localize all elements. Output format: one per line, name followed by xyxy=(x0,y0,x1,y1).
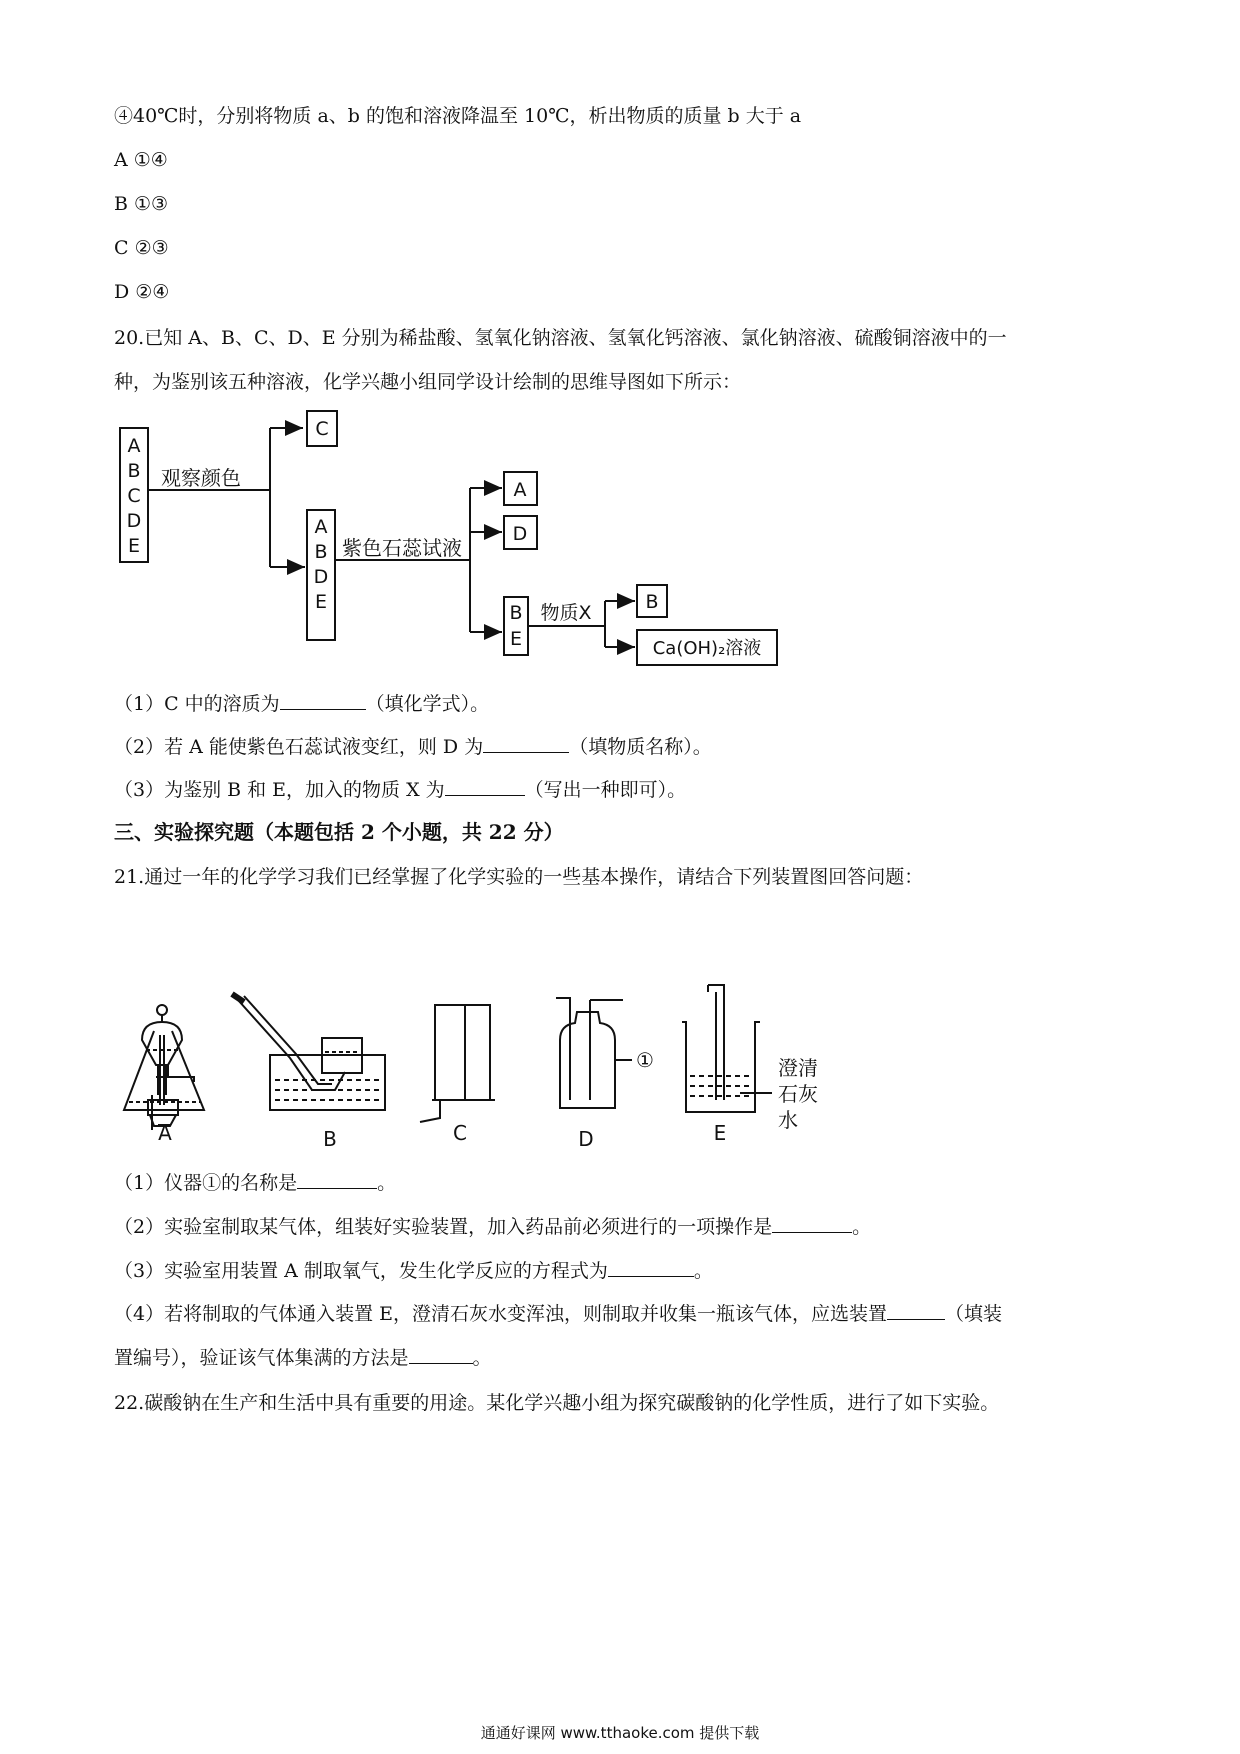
step2-label: 紫色石蕊试液 xyxy=(342,536,462,560)
answer-blank[interactable] xyxy=(297,1170,377,1189)
label-c: C xyxy=(315,418,329,440)
q20-1-prefix: （1）C 中的溶质为 xyxy=(114,693,280,715)
q21-4-prefix: （4）若将制取的气体通入装置 E，澄清石灰水变浑浊，则制取并收集一瓶该气体，应选装置 xyxy=(114,1303,887,1325)
step1-label: 观察颜色 xyxy=(161,466,241,490)
question-21-4-cont xyxy=(114,1344,492,1372)
apparatus-c xyxy=(420,1005,495,1122)
q21-2-prefix: （2）实验室制取某气体，组装好实验装置，加入药品前必须进行的一项操作是 xyxy=(114,1216,773,1238)
q21-1-suffix: 。 xyxy=(377,1172,397,1194)
label-all-5: E xyxy=(127,535,141,557)
label-abde-1: A xyxy=(314,516,328,538)
limewater-label-1: 澄清 xyxy=(778,1056,818,1080)
step3-label: 物质X xyxy=(540,602,592,624)
label-b: B xyxy=(645,591,659,613)
question-20-1 xyxy=(114,690,489,718)
apparatus-figure xyxy=(120,900,940,1160)
question-21-4 xyxy=(114,1300,1002,1328)
question-21-1 xyxy=(114,1169,396,1197)
apparatus-label-b: B xyxy=(323,1127,337,1151)
page-footer: 通通好课网 www.tthaoke.com 提供下载 xyxy=(480,1724,760,1742)
question-22: 22.碳酸钠在生产和生活中具有重要的用途。某化学兴趣小组为探究碳酸钠的化学性质，进行了如下实验。 xyxy=(114,1392,1000,1414)
label-be-2: E xyxy=(509,628,523,650)
question-20-line2: 种，为鉴别该五种溶液，化学兴趣小组同学设计绘制的思维导图如下所示： xyxy=(114,371,742,393)
q21-1-prefix: （1）仪器①的名称是 xyxy=(114,1172,298,1194)
label-be-1: B xyxy=(509,602,523,624)
answer-blank[interactable] xyxy=(772,1214,852,1233)
answer-blank[interactable] xyxy=(887,1301,945,1320)
q21-3-prefix: （3）实验室用装置 A 制取氧气，发生化学反应的方程式为 xyxy=(114,1260,608,1282)
label-caoh2: Ca(OH)₂溶液 xyxy=(652,638,762,659)
marker-1: ① xyxy=(636,1048,654,1072)
label-a: A xyxy=(513,479,527,501)
label-abde-3: D xyxy=(313,566,329,588)
apparatus-label-a: A xyxy=(158,1121,172,1145)
label-all-2: B xyxy=(127,460,141,482)
limewater-label-2: 石灰 xyxy=(778,1082,818,1106)
apparatus-label-d: D xyxy=(578,1127,594,1151)
label-abde-4: E xyxy=(314,591,328,613)
apparatus-d xyxy=(556,998,632,1108)
answer-blank[interactable] xyxy=(445,777,525,796)
question-21-3 xyxy=(114,1257,713,1285)
q20-1-suffix: （填化学式）。 xyxy=(365,693,490,715)
apparatus-label-e: E xyxy=(713,1121,727,1145)
q21-3-suffix: 。 xyxy=(693,1260,713,1282)
option-a: A ①④ xyxy=(114,149,168,171)
question-21: 21.通过一年的化学学习我们已经掌握了化学实验的一些基本操作，请结合下列装置图回答问题： xyxy=(114,866,924,888)
answer-blank[interactable] xyxy=(483,734,569,753)
label-all-3: C xyxy=(127,485,141,507)
answer-blank[interactable] xyxy=(280,691,366,710)
label-abde-2: B xyxy=(314,541,328,563)
label-all-4: D xyxy=(126,510,142,532)
q20-2-prefix: （2）若 A 能使紫色石蕊试液变红，则 D 为 xyxy=(114,736,484,758)
question-20-2 xyxy=(114,733,712,761)
option-d: D ②④ xyxy=(114,281,170,303)
q21-4-suffix: （填装 xyxy=(945,1303,1003,1325)
apparatus-b xyxy=(232,994,385,1110)
identification-mindmap xyxy=(110,405,870,685)
answer-blank[interactable] xyxy=(409,1345,473,1364)
section-3-heading: 三、实验探究题（本题包括 2 个小题，共 22 分） xyxy=(114,820,564,844)
apparatus-a xyxy=(124,1005,204,1130)
option-b: B ①③ xyxy=(114,193,169,215)
q20-3-suffix: （写出一种即可）。 xyxy=(524,779,687,801)
question-20-line1: 20.已知 A、B、C、D、E 分别为稀盐酸、氢氧化钠溶液、氢氧化钙溶液、氯化钠溶液、硫酸铜溶液中的一 xyxy=(114,327,1007,349)
question-21-2 xyxy=(114,1213,871,1241)
apparatus-e xyxy=(682,985,772,1112)
q20-3-prefix: （3）为鉴别 B 和 E，加入的物质 X 为 xyxy=(114,779,445,801)
q21-4-prefix2: 置编号），验证该气体集满的方法是 xyxy=(114,1347,409,1369)
answer-blank[interactable] xyxy=(608,1258,694,1277)
label-all-1: A xyxy=(127,435,141,457)
apparatus-label-c: C xyxy=(453,1121,467,1145)
q20-2-suffix: （填物质名称）。 xyxy=(569,736,712,758)
statement-4: ④40℃时，分别将物质 a、b 的饱和溶液降温至 10℃，析出物质的质量 b 大于 a xyxy=(114,105,802,127)
q21-4-suffix2: 。 xyxy=(472,1347,492,1369)
limewater-label-3: 水 xyxy=(778,1108,798,1132)
label-d: D xyxy=(512,523,528,545)
question-20-3 xyxy=(114,776,686,804)
q21-2-suffix: 。 xyxy=(852,1216,872,1238)
option-c: C ②③ xyxy=(114,237,169,259)
